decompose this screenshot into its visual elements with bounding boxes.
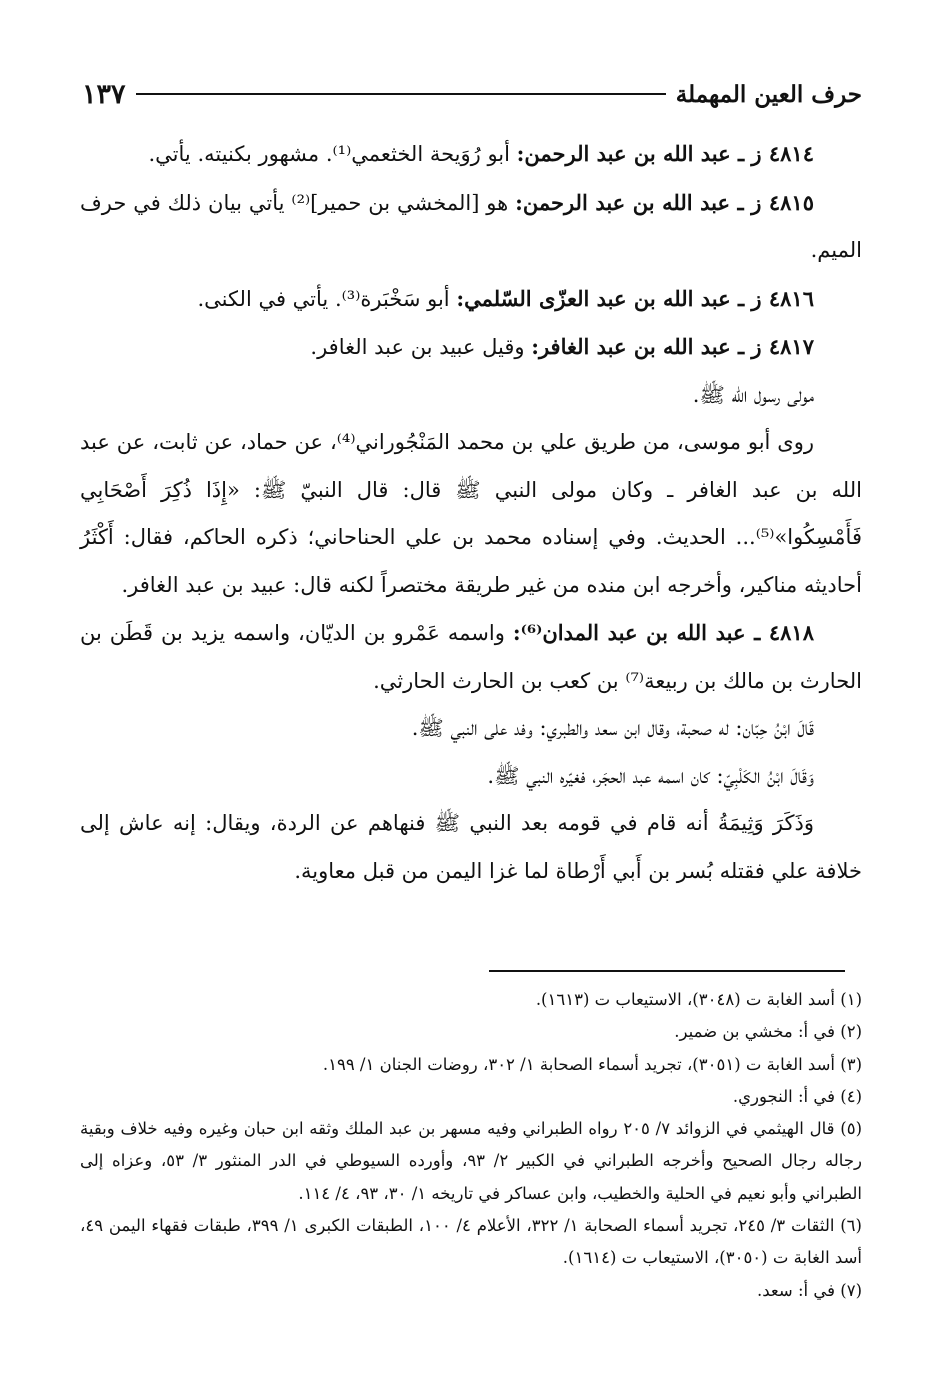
header-rule <box>136 93 666 95</box>
entry-body: وقيل عبيد بن عبد الغافر. <box>310 335 532 359</box>
footnote-1: (١) أسد الغابة ت (٣٠٤٨)، الاستيعاب ت (١٦١٣). <box>535 990 862 1009</box>
ibn-hibban-paragraph: قَالَ ابْنُ حِبّان: له صحبة، وقال ابن سعد والطبري: وفد على النبي ﷺ. <box>411 716 814 740</box>
entry-heading: ٤٨١٧ ز ـ عبد الله بن عبد الغافر: <box>531 334 814 359</box>
footnote-6: (٦) الثقات ٣/ ٢٤٥، تجريد أسماء الصحابة ١/ ٣٢٢، الأعلام ٤/ ١٠٠، الطبقات الكبرى ١/ ٣٩٩، طبقات فقهاء اليمن ٤٩، أسد الغابة ت (٣٠٥٠)، الاستيعاب ت (١٦١٤). <box>80 1216 862 1268</box>
wathima-paragraph: وَذَكَرَ وَثِيمَةُ أنه قام في قومه بعد النبي ﷺ فنهاهم عن الردة، ويقال: إنه عاش إلى خلافة علي فقتله بُسر بن أَبي أَرْطاة لما غزا اليمن من قبل معاوية. <box>80 811 862 883</box>
footnote-2: (٢) في أ: مخشي بن ضمير. <box>674 1022 862 1042</box>
page-number: ١٣٧ <box>82 78 126 110</box>
entry-4816 <box>80 275 862 324</box>
entry-4818 <box>80 609 862 705</box>
footnote-7: (٧) في أ: سعد. <box>757 1280 862 1300</box>
entry-4817 <box>80 323 862 372</box>
entry-heading: ٤٨١٨ ـ عبد الله بن عبد المدان⁽⁶⁾: <box>512 620 814 645</box>
running-title: حرف العين المهملة <box>675 80 862 108</box>
footnotes <box>80 984 862 1307</box>
entry-4815 <box>80 179 862 275</box>
riwaya-paragraph: روى أبو موسى، من طريق علي بن محمد المَنْجُوراني⁽⁴⁾، عن حماد، عن ثابت، عن عبد الله بن عبد الغافر ـ وكان مولى النبي ﷺ قال: قال النبيّ ﷺ: «إِذَا ذُكِرَ أَصْحَابِي فَأَمْسِكُوا»⁽⁵⁾... الحديث. وفي إسناده محمد بن علي الحناحاني؛ ذكره الحاكم، فقال: أَكْثَرُ أحاديثه مناكير، وأخرجه ابن منده من غير طريقة مختصراً لكنه قال: عبيد بن عبد الغافر. <box>80 430 862 597</box>
entry-4814 <box>80 130 862 179</box>
footnote-separator <box>489 970 845 972</box>
entry-body: أبو سَخْبَرة⁽³⁾. يأتي في الكنى. <box>197 286 457 311</box>
entry-heading: ٤٨١٥ ز ـ عبد الله بن عبد الرحمن: <box>515 189 814 215</box>
entry-body: هو [المخشي بن حمير]⁽²⁾ يأتي بيان ذلك في حرف الميم. <box>80 190 862 262</box>
mawla-line: مولى رسول الله ﷺ. <box>692 382 814 407</box>
entry-heading: ٤٨١٤ ز ـ عبد الله بن عبد الرحمن: <box>516 141 814 166</box>
footnote-4: (٤) في أ: النجوري. <box>732 1086 862 1106</box>
footnote-3: (٣) أسد الغابة ت (٣٠٥١)، تجريد أسماء الصحابة ١/ ٣٠٢، روضات الجنان ١/ ١٩٩. <box>322 1054 862 1074</box>
page-header <box>82 74 862 114</box>
ibn-kalbi-paragraph: وَقَالَ ابْنُ الكَلْبِيّ: كان اسمه عبد الحجَر، فغيّره النبي ﷺ. <box>487 763 814 788</box>
footnote-5: (٥) قال الهيثمي في الزوائد ٧/ ٢٠٥ رواه الطبراني وفيه مسهر بن عبد الملك وثقه ابن حبان وغيره وفيه خلاف وبقية رجاله رجال الصحيح وأخرجه الطبراني في الكبير ٢/ ٩٣، وأورده السيوطي في الدر المنثور ٣/ ٥٣، وعزاه إلى الطبراني وأبو نعيم في الحلية والخطيب، وابن عساكر في تاريخه ١/ ٣٠، ٩٣، ٤/ ١١٤. <box>80 1119 863 1203</box>
main-text <box>80 130 862 895</box>
entry-heading: ٤٨١٦ ز ـ عبد الله بن عبد العزّى السّلمي: <box>456 285 814 311</box>
entry-body: أبو رُوَيحة الخثعمي⁽¹⁾. مشهور بكنيته. يأتي. <box>148 142 517 166</box>
entry-body: واسمه عَمْرو بن الديّان، واسمه يزيد بن قَطَن بن الحارث بن مالك بن ربيعة⁽⁷⁾ بن كعب بن الحارث الحارثي. <box>80 621 862 693</box>
